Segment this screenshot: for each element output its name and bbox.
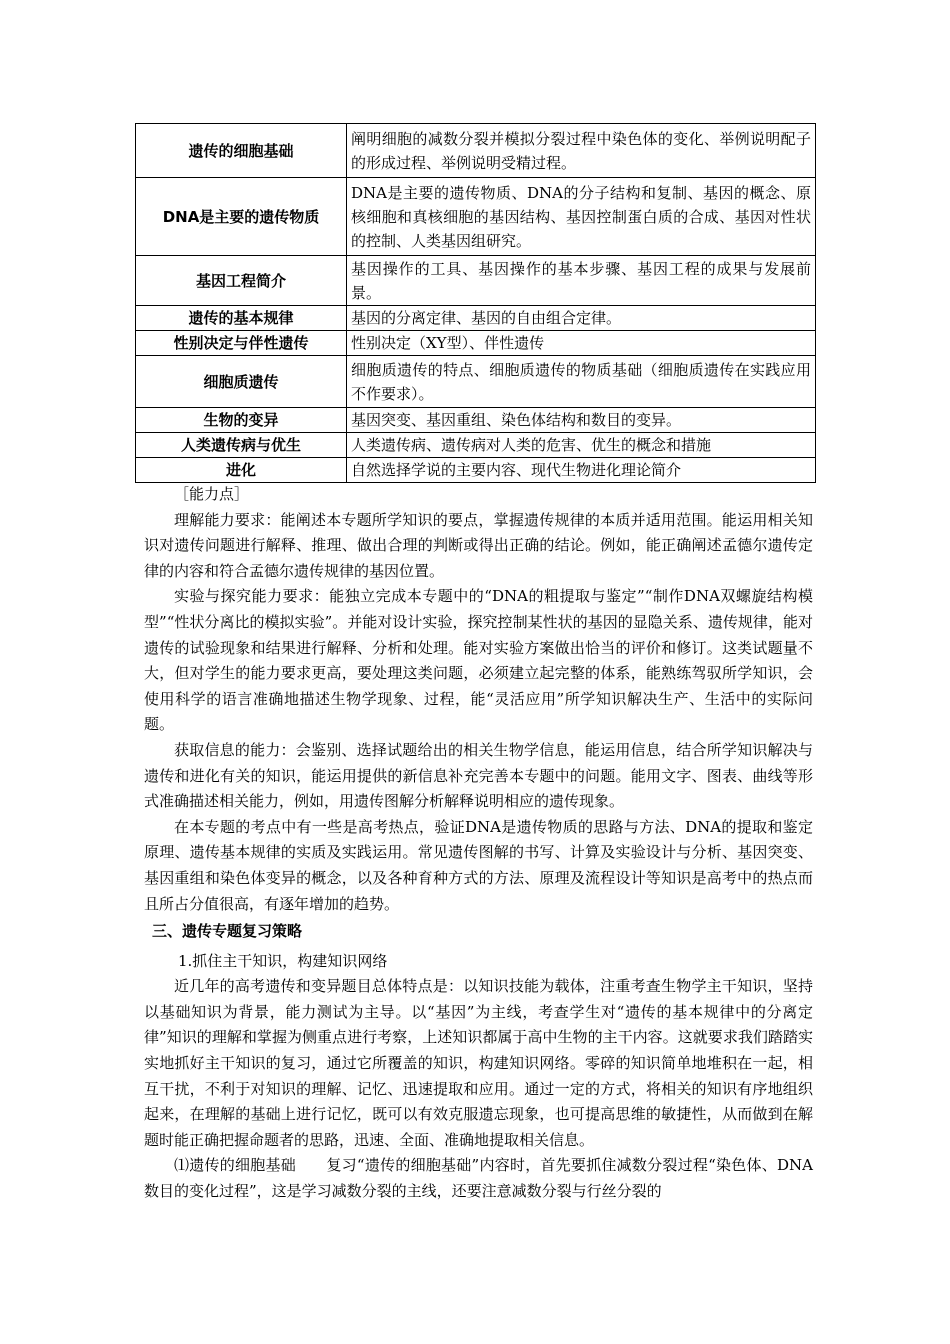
table-row [136, 331, 816, 356]
table-row [136, 356, 816, 408]
subsection-heading: 1.抓住主干知识，构建知识网络 [178, 951, 388, 970]
description-cell: 细胞质遗传的特点、细胞质遗传的物质基础（细胞质遗传在实践应用不作要求）。 [347, 356, 816, 408]
description-cell: 性别决定（XY型）、伴性遗传 [347, 331, 816, 356]
description-cell: 基因突变、基因重组、染色体结构和数目的变异。 [347, 408, 816, 433]
topic-cell: 基因工程简介 [136, 256, 347, 306]
paragraph-cell-basis: ⑴遗传的细胞基础 复习“遗传的细胞基础”内容时，首先要抓住减数分裂过程“染色体、DNA数目的变化过程”，这是学习减数分裂的主线，还要注意减数分裂与行丝分裂的 [144, 1156, 813, 1201]
description-cell: 自然选择学说的主要内容、现代生物进化理论简介 [347, 458, 816, 483]
topic-cell: 遗传的细胞基础 [136, 124, 347, 178]
topics-table [135, 123, 816, 483]
description-cell: DNA是主要的遗传物质、DNA的分子结构和复制、基因的概念、原核细胞和真核细胞的基因结构、基因控制蛋白质的合成、基因对性状的控制、人类基因组研究。 [347, 178, 816, 256]
topic-cell: 细胞质遗传 [136, 356, 347, 408]
description-cell: 人类遗传病、遗传病对人类的危害、优生的概念和措施 [347, 433, 816, 458]
topic-cell: DNA是主要的遗传物质 [136, 178, 347, 256]
description-cell: 基因的分离定律、基因的自由组合定律。 [347, 306, 816, 331]
document-body [144, 482, 813, 1205]
table-row [136, 306, 816, 331]
table-row [136, 256, 816, 306]
table-row [136, 178, 816, 256]
ability-heading: ［能力点］ [174, 485, 250, 503]
paragraph-main-knowledge: 近几年的高考遗传和变异题目总体特点是：以知识技能为载体，注重考查生物学主干知识，坚持以基础知识为背景，能力测试为主导。以“基因”为主线，考查学生对“遗传的基本规律中的分离定律”知识的理解和掌握为侧重点进行考察，上述知识都属于高中生物的主干内容。这就要求我们踏踏实实地抓好主干知识的复习，通过它所覆盖的知识，构建知识网络。零碎的知识简单地堆积在一起，相互干扰，不利于对知识的理解、记忆、迅速提取和应用。通过一定的方式，将相关的知识有序地组织起来，在理解的基础上进行记忆，既可以有效克服遗忘现象，也可提高思维的敏捷性，从而做到在解题时能正确把握命题者的思路，迅速、全面、准确地提取相关信息。 [144, 977, 813, 1149]
table-row [136, 408, 816, 433]
topic-cell: 生物的变异 [136, 408, 347, 433]
topic-cell: 性别决定与伴性遗传 [136, 331, 347, 356]
paragraph-hotspots: 在本专题的考点中有一些是高考热点，验证DNA是遗传物质的思路与方法、DNA的提取和鉴定原理、遗传基本规律的实质及实践运用。常见遗传图解的书写、计算及实验设计与分析、基因突变、基因重组和染色体变异的概念，以及各种育种方式的方法、原理及流程设计等知识是高考中的热点而且所占分值很高，有逐年增加的趋势。 [144, 817, 813, 913]
table-row [136, 458, 816, 483]
table-row [136, 433, 816, 458]
topic-cell: 遗传的基本规律 [136, 306, 347, 331]
table-row [136, 124, 816, 178]
topic-cell: 人类遗传病与优生 [136, 433, 347, 458]
paragraph-information: 获取信息的能力：会鉴别、选择试题给出的相关生物学信息，能运用信息，结合所学知识解决与遗传和进化有关的知识，能运用提供的新信息补充完善本专题中的问题。能用文字、图表、曲线等形式准确描述相关能力，例如，用遗传图解分析解释说明相应的遗传现象。 [144, 740, 813, 811]
paragraph-understanding: 理解能力要求：能阐述本专题所学知识的要点，掌握遗传规律的本质并适用范围。能运用相关知识对遗传问题进行解释、推理、做出合理的判断或得出正确的结论。例如，能正确阐述孟德尔遗传定律的内容和符合孟德尔遗传规律的基因位置。 [144, 510, 813, 580]
section-heading: 三、遗传专题复习策略 [152, 922, 303, 941]
paragraph-experiment: 实验与探究能力要求：能独立完成本专题中的“DNA的粗提取与鉴定”“制作DNA双螺旋结构模型”“性状分离比的模拟实验”。并能对设计实验，探究控制某性状的基因的显隐关系、遗传规律，能对遗传的试验现象和结果进行解释、分析和处理。能对实验方案做出恰当的评价和修订。这类试题量不大，但对学生的能力要求更高，要处理这类问题，必须建立起完整的体系，能熟练驾驭所学知识，会使用科学的语言准确地描述生物学现象、过程，能“灵活应用”所学知识解决生产、生活中的实际问题。 [144, 587, 813, 734]
description-cell: 基因操作的工具、基因操作的基本步骤、基因工程的成果与发展前景。 [347, 256, 816, 306]
topic-cell: 进化 [136, 458, 347, 483]
description-cell: 阐明细胞的减数分裂并模拟分裂过程中染色体的变化、举例说明配子的形成过程、举例说明受精过程。 [347, 124, 816, 178]
